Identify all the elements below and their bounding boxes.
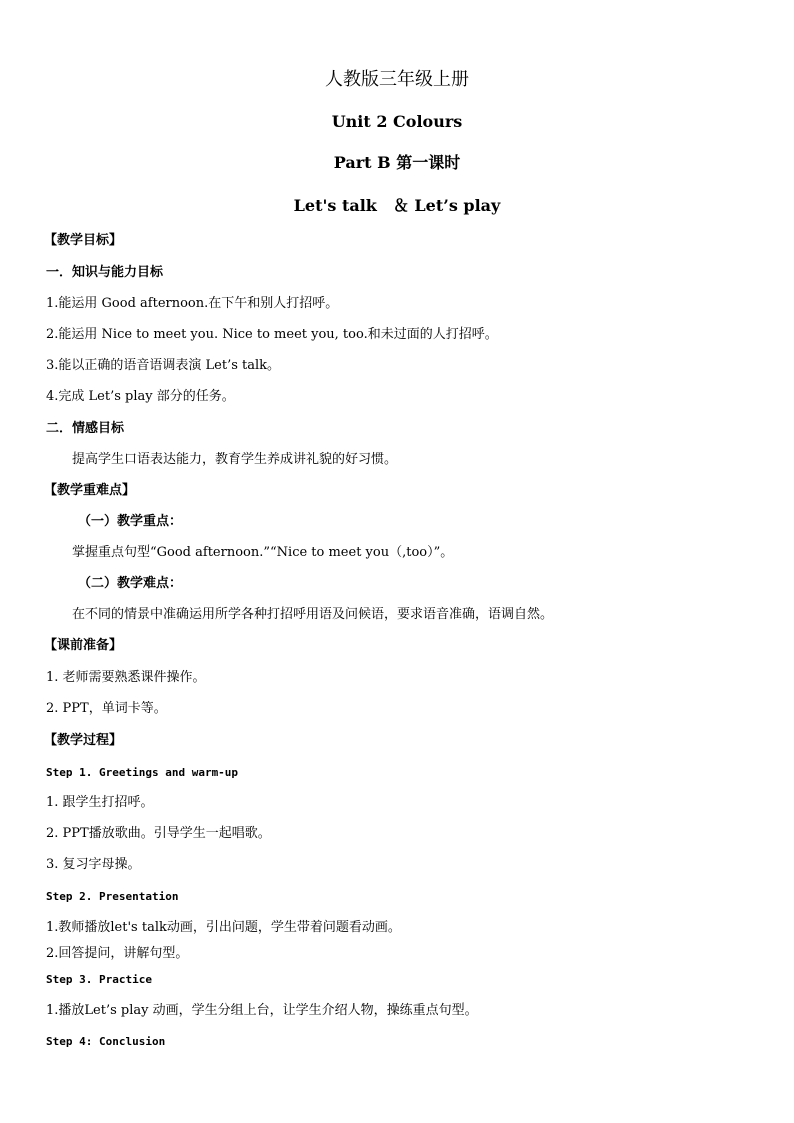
- knowledge-item: 2.能运用 Nice to meet you. Nice to meet you, too.和未过面的人打招呼。: [46, 327, 498, 342]
- step2-title: Step 2. Presentation: [46, 890, 179, 903]
- unit-title: Unit 2 Colours: [331, 112, 463, 131]
- knowledge-item: 3.能以正确的语音语调表演 Let’s talk。: [46, 358, 281, 373]
- step1-title: Step 1. Greetings and warm-up: [46, 766, 239, 779]
- step3-title: Step 3. Practice: [46, 973, 152, 986]
- emotion-heading: 二．情感目标: [46, 421, 125, 436]
- part-title: Part B 第一课时: [333, 153, 461, 172]
- emotion-text: 提高学生口语表达能力，教育学生养成讲礼貌的好习惯。: [72, 452, 398, 467]
- step3-item: 1.播放Let’s play 动画，学生分组上台，让学生介绍人物，操练重点句型。: [46, 1003, 478, 1018]
- step2-item: 1.教师播放let's talk动画，引出问题，学生带着问题看动画。: [46, 920, 401, 935]
- lesson-title: Let's talk ＆ Let’s play: [293, 196, 501, 215]
- difficulty-text: 在不同的情景中准确运用所学各种打招呼用语及问候语，要求语音准确，语调自然。: [72, 607, 554, 622]
- process-heading: 【教学过程】: [44, 733, 123, 748]
- objectives-heading: 【教学目标】: [44, 233, 123, 248]
- focus-heading: （一）教学重点：: [78, 514, 183, 529]
- difficulty-heading: （二）教学难点：: [78, 576, 183, 591]
- step1-item: 3. 复习字母操。: [46, 857, 141, 872]
- knowledge-item: 1.能运用 Good afternoon.在下午和别人打招呼。: [46, 296, 339, 311]
- preparation-item: 1. 老师需要熟悉课件操作。: [46, 670, 206, 685]
- step1-item: 1. 跟学生打招呼。: [46, 795, 154, 810]
- knowledge-item: 4.完成 Let’s play 部分的任务。: [46, 389, 235, 404]
- step2-item: 2.回答提问，讲解句型。: [46, 946, 189, 961]
- step1-item: 2. PPT播放歌曲。引导学生一起唱歌。: [46, 826, 271, 841]
- focus-text: 掌握重点句型“Good afternoon.”“Nice to meet you（,too）”。: [72, 545, 454, 560]
- book-title: 人教版三年级上册: [325, 69, 469, 90]
- knowledge-heading: 一．知识与能力目标: [46, 265, 164, 280]
- step4-title: Step 4: Conclusion: [46, 1035, 166, 1048]
- key-points-heading: 【教学重难点】: [44, 483, 136, 498]
- preparation-heading: 【课前准备】: [44, 638, 123, 653]
- preparation-item: 2. PPT，单词卡等。: [46, 701, 167, 716]
